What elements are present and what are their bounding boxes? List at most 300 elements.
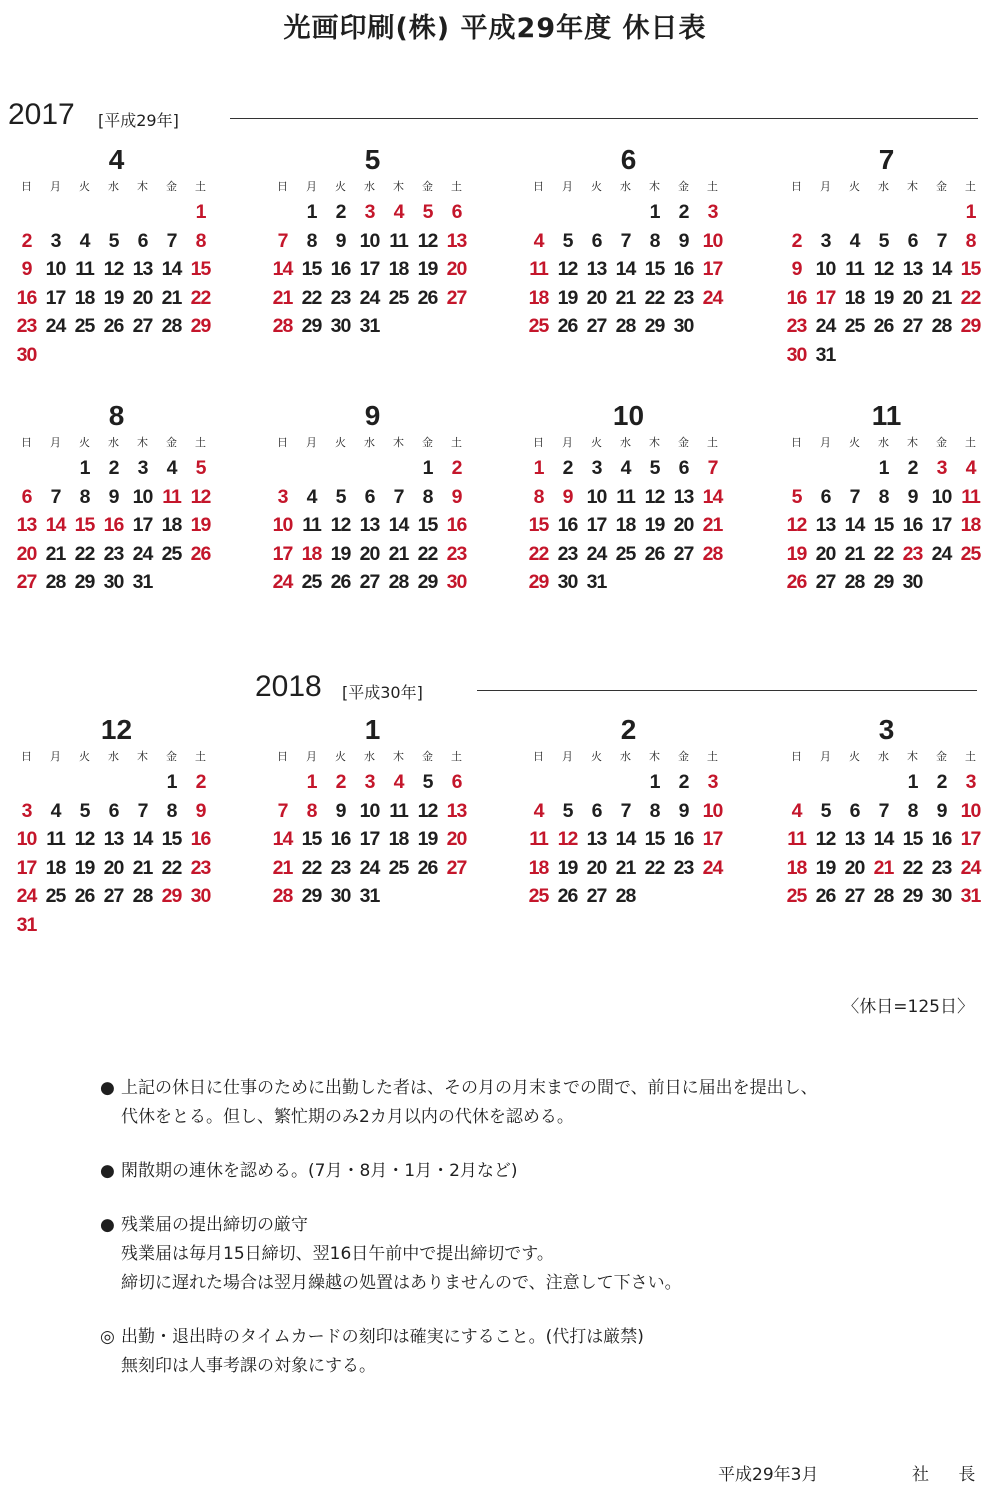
note-line: 上記の休日に仕事のために出勤した者は、その月の月末までの間で、前日に届出を提出し、 xyxy=(121,1078,818,1098)
empty-cell xyxy=(41,198,70,227)
empty-cell xyxy=(12,198,41,227)
month-title: 3 xyxy=(878,714,895,745)
day-grid xyxy=(782,768,989,911)
weekday-label: 月 xyxy=(820,436,831,449)
empty-cell xyxy=(128,768,157,797)
holiday-day: 15 xyxy=(74,514,95,537)
holiday-day: 4 xyxy=(965,457,976,479)
empty-cell xyxy=(99,198,128,227)
note-line: 無刻印は人事考課の対象にする。 xyxy=(121,1356,376,1376)
empty-cell xyxy=(12,768,41,797)
work-day: 21 xyxy=(161,286,182,309)
work-day: 8 xyxy=(907,799,918,822)
month-calendar xyxy=(526,714,731,911)
month-title: 10 xyxy=(612,400,645,431)
work-day: 7 xyxy=(166,229,177,252)
work-day: 19 xyxy=(417,258,438,281)
holiday-day: 20 xyxy=(446,258,467,281)
work-day: 7 xyxy=(849,485,860,508)
work-day: 13 xyxy=(103,828,124,851)
work-day: 22 xyxy=(74,542,95,565)
work-day: 18 xyxy=(74,286,95,309)
work-day: 2 xyxy=(678,771,689,793)
weekday-label: 水 xyxy=(878,180,889,193)
holiday-day: 10 xyxy=(702,799,723,822)
work-day: 23 xyxy=(931,856,952,879)
empty-cell xyxy=(70,198,99,227)
holiday-day: 7 xyxy=(277,229,288,252)
weekday-label: 日 xyxy=(277,436,288,449)
work-day: 29 xyxy=(902,885,923,908)
empty-cell xyxy=(268,198,297,227)
holiday-day: 16 xyxy=(103,514,124,537)
work-day: 19 xyxy=(557,286,578,309)
weekday-label: 日 xyxy=(533,180,544,193)
note-item xyxy=(100,1074,960,1132)
weekday-label: 金 xyxy=(936,180,947,193)
work-day: 10 xyxy=(132,485,153,508)
empty-cell xyxy=(611,768,640,797)
holiday-day: 1 xyxy=(306,771,317,793)
work-day: 18 xyxy=(844,286,865,309)
holiday-day: 25 xyxy=(960,542,981,565)
weekday-label: 木 xyxy=(393,436,404,449)
weekday-label: 水 xyxy=(108,750,119,763)
holiday-day: 1 xyxy=(965,201,976,223)
holiday-day: 4 xyxy=(393,201,404,223)
holiday-day: 2 xyxy=(21,229,32,252)
work-day: 1 xyxy=(878,457,889,479)
work-day: 13 xyxy=(815,514,836,537)
weekday-header xyxy=(782,178,989,198)
work-day: 16 xyxy=(931,828,952,851)
work-day: 28 xyxy=(615,315,636,338)
holiday-day: 5 xyxy=(422,201,433,223)
weekday-label: 木 xyxy=(907,436,918,449)
work-day: 3 xyxy=(50,229,61,252)
holiday-day: 19 xyxy=(190,514,211,537)
work-day: 19 xyxy=(74,856,95,879)
work-day: 6 xyxy=(108,799,119,822)
work-day: 27 xyxy=(815,571,836,594)
work-day: 26 xyxy=(873,315,894,338)
work-day: 10 xyxy=(586,485,607,508)
work-day: 12 xyxy=(330,514,351,537)
holiday-day: 23 xyxy=(446,542,467,565)
work-day: 26 xyxy=(103,315,124,338)
empty-cell xyxy=(869,198,898,227)
work-day: 8 xyxy=(79,485,90,508)
work-day: 8 xyxy=(649,229,660,252)
holiday-day: 21 xyxy=(873,856,894,879)
weekday-label: 水 xyxy=(878,436,889,449)
work-day: 6 xyxy=(591,229,602,252)
holiday-day: 2 xyxy=(791,229,802,252)
work-day: 24 xyxy=(132,542,153,565)
day-grid xyxy=(524,198,731,341)
holiday-day: 21 xyxy=(272,286,293,309)
weekday-label: 火 xyxy=(79,750,90,763)
holiday-day: 3 xyxy=(277,485,288,508)
work-day: 14 xyxy=(615,828,636,851)
weekday-label: 土 xyxy=(965,180,976,193)
work-day: 12 xyxy=(74,828,95,851)
work-day: 18 xyxy=(615,514,636,537)
weekday-header xyxy=(268,748,475,768)
work-day: 13 xyxy=(673,485,694,508)
work-day: 31 xyxy=(359,315,380,338)
work-day: 5 xyxy=(79,799,90,822)
holiday-day: 1 xyxy=(195,201,206,223)
month-calendar xyxy=(270,144,475,341)
empty-cell xyxy=(611,198,640,227)
empty-cell xyxy=(355,454,384,483)
empty-cell xyxy=(268,768,297,797)
day-grid xyxy=(782,198,989,370)
month-title: 11 xyxy=(871,400,902,431)
work-day: 30 xyxy=(330,315,351,338)
work-day: 27 xyxy=(103,885,124,908)
holiday-day: 16 xyxy=(446,514,467,537)
work-day: 30 xyxy=(330,885,351,908)
work-day: 5 xyxy=(335,485,346,508)
weekday-label: 火 xyxy=(335,180,346,193)
holiday-day: 6 xyxy=(21,485,32,508)
month-calendar xyxy=(14,144,219,370)
notes-section xyxy=(100,1074,960,1406)
holiday-day: 15 xyxy=(960,258,981,281)
work-day: 14 xyxy=(615,258,636,281)
empty-cell xyxy=(811,198,840,227)
holiday-day: 4 xyxy=(791,799,802,822)
month-title: 6 xyxy=(620,144,637,175)
holiday-day: 29 xyxy=(190,315,211,338)
empty-cell xyxy=(524,198,553,227)
holiday-day: 2 xyxy=(195,771,206,793)
bullet-icon: ● xyxy=(100,1215,115,1235)
page-title: 光画印刷(株) 平成29年度 休日表 xyxy=(283,13,707,44)
work-day: 22 xyxy=(417,542,438,565)
holiday-day: 28 xyxy=(272,315,293,338)
work-day: 28 xyxy=(844,571,865,594)
work-day: 17 xyxy=(45,286,66,309)
empty-cell xyxy=(782,454,811,483)
work-day: 6 xyxy=(849,799,860,822)
month-title: 4 xyxy=(108,144,125,175)
weekday-label: 火 xyxy=(849,180,860,193)
weekday-label: 木 xyxy=(649,180,660,193)
work-day: 17 xyxy=(359,828,380,851)
weekday-label: 火 xyxy=(591,180,602,193)
holiday-day: 13 xyxy=(446,799,467,822)
work-day: 26 xyxy=(557,315,578,338)
weekday-label: 日 xyxy=(791,436,802,449)
holiday-day: 24 xyxy=(702,286,723,309)
weekday-label: 土 xyxy=(965,436,976,449)
weekday-label: 金 xyxy=(166,436,177,449)
work-day: 16 xyxy=(330,258,351,281)
work-day: 30 xyxy=(103,571,124,594)
work-day: 6 xyxy=(137,229,148,252)
note-line: 代休をとる。但し、繁忙期のみ2カ月以内の代休を認める。 xyxy=(121,1107,574,1127)
day-grid xyxy=(524,454,731,597)
weekday-label: 火 xyxy=(849,436,860,449)
holiday-day: 14 xyxy=(272,828,293,851)
holiday-day: 18 xyxy=(960,514,981,537)
work-day: 19 xyxy=(417,828,438,851)
empty-cell xyxy=(70,768,99,797)
weekday-label: 水 xyxy=(108,436,119,449)
work-day: 24 xyxy=(359,286,380,309)
work-day: 11 xyxy=(389,799,408,822)
work-day: 10 xyxy=(45,258,66,281)
weekday-label: 火 xyxy=(335,750,346,763)
holiday-day: 23 xyxy=(190,856,211,879)
empty-cell xyxy=(297,454,326,483)
holiday-day: 29 xyxy=(528,571,549,594)
weekday-label: 金 xyxy=(166,180,177,193)
holiday-day: 24 xyxy=(272,571,293,594)
divider xyxy=(230,118,978,119)
empty-cell xyxy=(582,198,611,227)
work-day: 7 xyxy=(393,485,404,508)
holiday-day: 30 xyxy=(16,343,37,366)
holiday-day: 16 xyxy=(16,286,37,309)
month-title: 7 xyxy=(878,144,895,175)
work-day: 6 xyxy=(678,457,689,479)
work-day: 29 xyxy=(74,571,95,594)
work-day: 20 xyxy=(815,542,836,565)
empty-cell xyxy=(524,768,553,797)
work-day: 22 xyxy=(301,856,322,879)
work-day: 19 xyxy=(330,542,351,565)
work-day: 26 xyxy=(417,286,438,309)
work-day: 20 xyxy=(586,286,607,309)
holiday-day: 27 xyxy=(446,856,467,879)
holiday-day: 11 xyxy=(162,485,181,508)
weekday-label: 金 xyxy=(678,750,689,763)
weekday-label: 日 xyxy=(533,436,544,449)
month-calendar xyxy=(14,714,219,940)
work-day: 7 xyxy=(620,229,631,252)
work-day: 9 xyxy=(678,229,689,252)
work-day: 28 xyxy=(132,885,153,908)
weekday-label: 月 xyxy=(306,750,317,763)
weekday-label: 水 xyxy=(364,180,375,193)
year-header-2017 xyxy=(8,98,978,132)
weekday-label: 土 xyxy=(451,750,462,763)
weekday-label: 金 xyxy=(422,750,433,763)
bullet-icon: ● xyxy=(100,1161,115,1181)
holiday-day: 3 xyxy=(965,771,976,793)
work-day: 12 xyxy=(417,229,438,252)
work-day: 25 xyxy=(45,885,66,908)
work-day: 25 xyxy=(161,542,182,565)
footer-date: 平成29年3月 xyxy=(718,1465,819,1485)
holiday-day: 11 xyxy=(787,828,806,851)
work-day: 20 xyxy=(359,542,380,565)
weekday-label: 土 xyxy=(707,436,718,449)
work-day: 15 xyxy=(644,258,665,281)
work-day: 8 xyxy=(166,799,177,822)
work-day: 16 xyxy=(902,514,923,537)
month-calendar xyxy=(270,400,475,597)
weekday-label: 土 xyxy=(195,750,206,763)
holiday-day: 10 xyxy=(702,229,723,252)
work-day: 1 xyxy=(649,201,660,223)
work-day: 31 xyxy=(815,343,836,366)
work-day: 21 xyxy=(615,286,636,309)
weekday-label: 金 xyxy=(678,180,689,193)
note-item xyxy=(100,1211,960,1298)
weekday-label: 金 xyxy=(936,436,947,449)
work-day: 27 xyxy=(586,885,607,908)
work-day: 16 xyxy=(673,828,694,851)
holiday-day: 26 xyxy=(190,542,211,565)
work-day: 2 xyxy=(562,457,573,479)
work-day: 8 xyxy=(422,485,433,508)
empty-cell xyxy=(840,768,869,797)
work-day: 27 xyxy=(359,571,380,594)
work-day: 2 xyxy=(907,457,918,479)
empty-cell xyxy=(268,454,297,483)
holiday-day: 30 xyxy=(786,343,807,366)
holiday-day: 23 xyxy=(902,542,923,565)
work-day: 19 xyxy=(644,514,665,537)
work-day: 22 xyxy=(644,856,665,879)
holiday-day: 24 xyxy=(16,885,37,908)
holiday-day: 8 xyxy=(965,229,976,252)
work-day: 8 xyxy=(306,229,317,252)
work-day: 10 xyxy=(815,258,836,281)
holiday-day: 17 xyxy=(815,286,836,309)
work-day: 19 xyxy=(103,286,124,309)
holiday-day: 7 xyxy=(277,799,288,822)
weekday-label: 月 xyxy=(562,436,573,449)
weekday-header xyxy=(524,178,731,198)
work-day: 14 xyxy=(161,258,182,281)
work-day: 20 xyxy=(844,856,865,879)
weekday-header xyxy=(782,434,989,454)
work-day: 28 xyxy=(45,571,66,594)
note-item xyxy=(100,1323,960,1381)
work-day: 11 xyxy=(845,258,864,281)
work-day: 28 xyxy=(388,571,409,594)
work-day: 13 xyxy=(586,828,607,851)
empty-cell xyxy=(840,454,869,483)
weekday-label: 金 xyxy=(422,436,433,449)
work-day: 18 xyxy=(388,828,409,851)
weekday-label: 日 xyxy=(791,180,802,193)
work-day: 19 xyxy=(815,856,836,879)
holiday-day: 9 xyxy=(21,258,32,281)
holiday-day: 9 xyxy=(791,258,802,281)
empty-cell xyxy=(898,198,927,227)
weekday-label: 日 xyxy=(533,750,544,763)
weekday-label: 火 xyxy=(591,750,602,763)
weekday-label: 土 xyxy=(451,436,462,449)
work-day: 25 xyxy=(388,856,409,879)
holiday-day: 31 xyxy=(16,913,37,936)
month-title: 2 xyxy=(620,714,637,745)
holiday-day: 18 xyxy=(301,542,322,565)
month-calendar xyxy=(784,400,989,597)
work-day: 3 xyxy=(820,229,831,252)
work-day: 16 xyxy=(557,514,578,537)
work-day: 23 xyxy=(330,856,351,879)
weekday-label: 水 xyxy=(108,180,119,193)
month-calendar xyxy=(784,714,989,911)
work-day: 11 xyxy=(389,229,408,252)
weekday-header xyxy=(12,434,219,454)
work-day: 4 xyxy=(849,229,860,252)
weekday-label: 水 xyxy=(620,436,631,449)
month-title: 12 xyxy=(100,714,133,745)
month-title: 5 xyxy=(364,144,381,175)
holiday-day: 14 xyxy=(272,258,293,281)
work-day: 17 xyxy=(359,258,380,281)
work-day: 13 xyxy=(902,258,923,281)
note-line: 出勤・退出時のタイムカードの刻印は確実にすること。(代打は厳禁) xyxy=(121,1327,644,1347)
work-day: 12 xyxy=(557,258,578,281)
weekday-label: 土 xyxy=(451,180,462,193)
work-day: 9 xyxy=(335,229,346,252)
work-day: 24 xyxy=(586,542,607,565)
empty-cell xyxy=(869,768,898,797)
holiday-day: 2 xyxy=(451,457,462,479)
weekday-label: 水 xyxy=(364,750,375,763)
holiday-day: 3 xyxy=(364,201,375,223)
note-line: 閑散期の連休を認める。(7月・8月・1月・2月など) xyxy=(121,1161,518,1181)
holiday-day: 30 xyxy=(190,885,211,908)
weekday-label: 木 xyxy=(907,750,918,763)
empty-cell xyxy=(811,768,840,797)
work-day: 18 xyxy=(45,856,66,879)
holiday-day: 11 xyxy=(529,828,548,851)
work-day: 30 xyxy=(931,885,952,908)
work-day: 24 xyxy=(359,856,380,879)
work-day: 30 xyxy=(673,315,694,338)
work-day: 5 xyxy=(820,799,831,822)
empty-cell xyxy=(927,198,956,227)
weekday-label: 木 xyxy=(137,750,148,763)
work-day: 8 xyxy=(649,799,660,822)
work-day: 26 xyxy=(557,885,578,908)
holiday-day: 7 xyxy=(707,457,718,479)
holiday-day: 21 xyxy=(272,856,293,879)
holiday-day: 6 xyxy=(451,771,462,793)
holiday-day: 25 xyxy=(528,885,549,908)
work-day: 7 xyxy=(620,799,631,822)
weekday-header xyxy=(12,748,219,768)
work-day: 28 xyxy=(615,885,636,908)
weekday-header xyxy=(268,178,475,198)
work-day: 27 xyxy=(844,885,865,908)
weekday-label: 土 xyxy=(195,436,206,449)
bullet-icon: ● xyxy=(100,1078,115,1098)
holiday-day: 26 xyxy=(786,571,807,594)
weekday-label: 木 xyxy=(393,180,404,193)
divider xyxy=(477,690,977,691)
holiday-day: 8 xyxy=(195,229,206,252)
work-day: 17 xyxy=(586,514,607,537)
weekday-label: 月 xyxy=(820,750,831,763)
work-day: 25 xyxy=(388,286,409,309)
weekday-label: 火 xyxy=(335,436,346,449)
year-label: 2017 xyxy=(8,98,75,131)
weekday-header xyxy=(524,748,731,768)
empty-cell xyxy=(553,768,582,797)
